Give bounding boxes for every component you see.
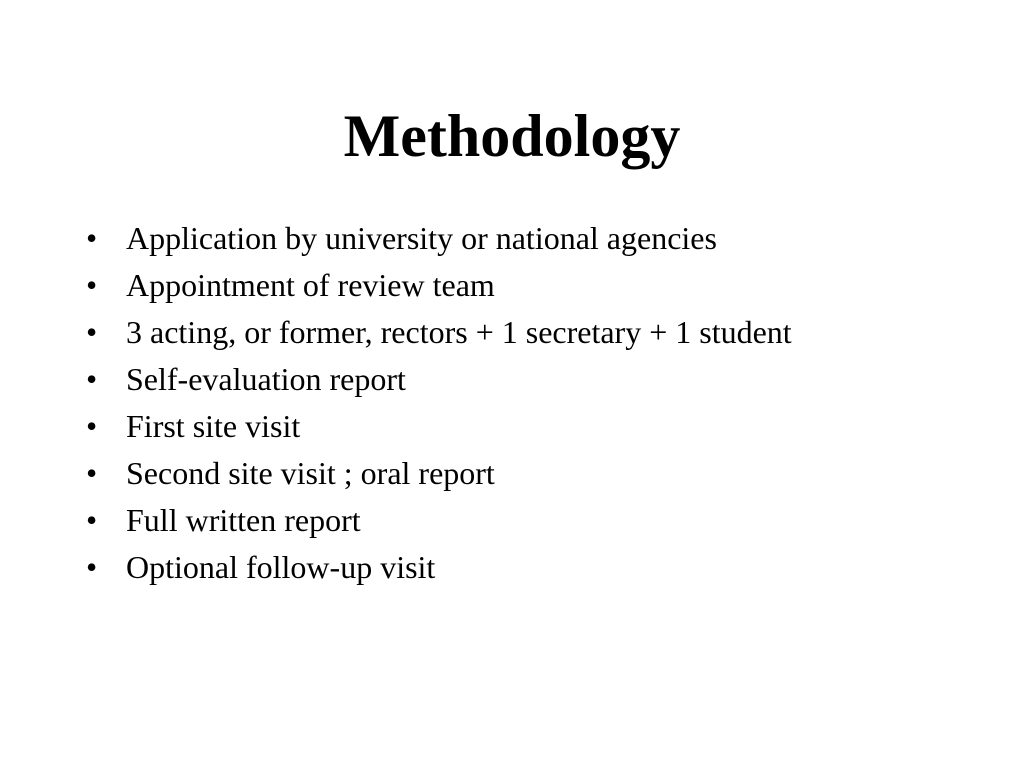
- bullet-icon: •: [86, 361, 98, 397]
- bullet-text: Appointment of review team: [126, 267, 495, 303]
- bullet-text: Full written report: [126, 502, 361, 538]
- bullet-text: Application by university or national agencies: [126, 220, 717, 256]
- bullet-item: [84, 267, 864, 304]
- bullet-icon: •: [86, 220, 98, 256]
- bullet-icon: •: [86, 549, 98, 585]
- bullet-item: [84, 361, 864, 398]
- bullet-item: [84, 549, 864, 586]
- bullet-icon: •: [86, 314, 98, 350]
- bullet-item: [84, 314, 864, 351]
- bullet-icon: •: [86, 408, 98, 444]
- bullet-item: [84, 220, 864, 257]
- bullet-icon: •: [86, 502, 98, 538]
- bullet-icon: •: [86, 267, 98, 303]
- bullet-text: Self-evaluation report: [126, 361, 406, 397]
- bullet-text: Optional follow-up visit: [126, 549, 436, 585]
- bullet-list: [84, 220, 864, 596]
- bullet-icon: •: [86, 455, 98, 491]
- bullet-item: [84, 455, 864, 492]
- slide-title: Methodology: [343, 103, 681, 169]
- bullet-item: [84, 408, 864, 445]
- bullet-text: First site visit: [126, 408, 301, 444]
- bullet-text: Second site visit ; oral report: [126, 455, 495, 491]
- bullet-item: [84, 502, 864, 539]
- bullet-text: 3 acting, or former, rectors + 1 secretary + 1 student: [126, 314, 792, 350]
